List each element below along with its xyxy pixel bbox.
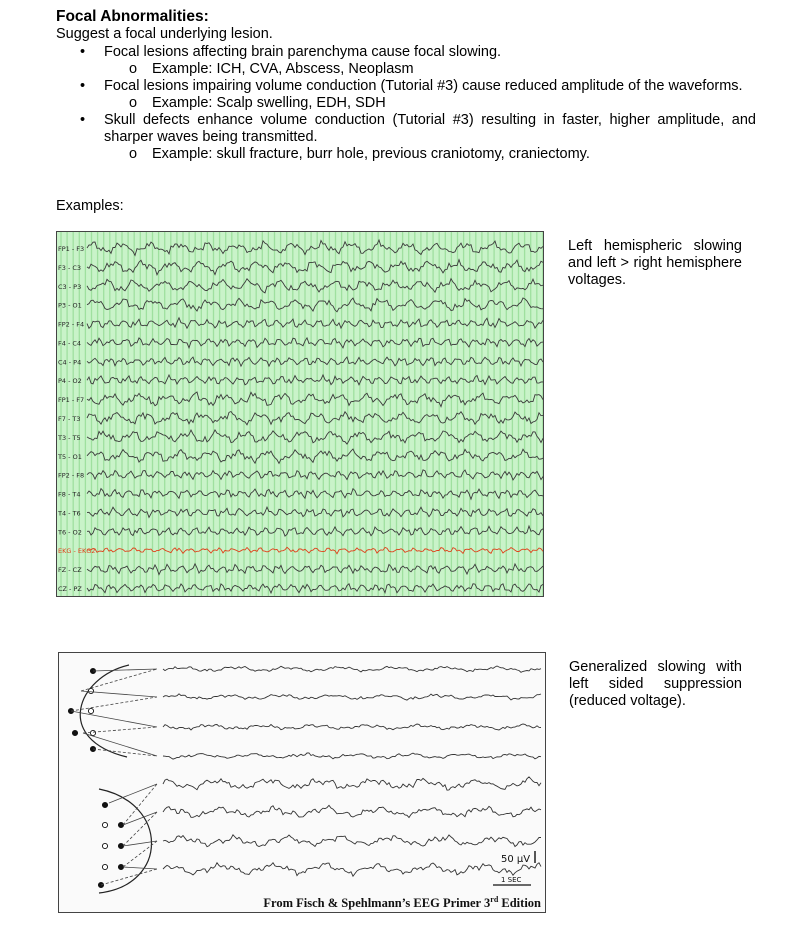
- eeg1-trace-12: [87, 449, 543, 463]
- bullet-icon: •: [80, 44, 86, 60]
- examples-label: Examples:: [56, 198, 124, 214]
- eeg1-trace-19: [87, 584, 543, 593]
- eeg1-channel-label: FZ - CZ: [58, 566, 82, 575]
- electrode-dot: [72, 730, 77, 735]
- eeg1-channel-label: FP1 - F7: [58, 396, 85, 405]
- derivation-line: [93, 669, 157, 671]
- electrode-dot: [102, 802, 107, 807]
- eeg1-trace-1: [87, 240, 543, 255]
- derivation-line: [83, 733, 157, 756]
- eeg-figure-generalized-slowing: [58, 652, 546, 913]
- sub-bullet-icon: o: [129, 95, 138, 111]
- eeg2-trace-8: [163, 863, 541, 877]
- bullet-item: [56, 112, 756, 146]
- eeg2-trace-3: [163, 724, 541, 730]
- eeg1-channel-label: P3 - O1: [58, 301, 82, 310]
- intro-text: Suggest a focal underlying lesion.: [56, 26, 273, 42]
- figure-credit: From Fisch & Spehlmann’s EEG Primer 3rd Edition: [263, 894, 541, 910]
- eeg2-trace-7: [163, 835, 541, 847]
- eeg1-trace-2: [87, 260, 543, 275]
- derivation-line: [81, 691, 157, 697]
- derivation-line-dashed: [83, 727, 157, 733]
- derivation-line: [109, 784, 157, 803]
- electrode-dot: [102, 843, 107, 848]
- bullet-icon: •: [80, 112, 86, 128]
- eeg1-channel-label: FP1 - F3: [58, 245, 85, 253]
- eeg1-channel-label: C3 - P3: [58, 282, 82, 291]
- eeg1-trace-17: [87, 547, 543, 553]
- eeg1-trace-11: [87, 430, 543, 444]
- eeg1-trace-16: [87, 526, 543, 536]
- eeg1-channel-label: T6 - O2: [58, 528, 82, 537]
- eeg1-channel-label: CZ - PZ: [58, 585, 82, 593]
- eeg1-channel-label: EKG - EKG2: [58, 547, 96, 556]
- eeg-tracing-2: [59, 653, 546, 913]
- electrode-diagram: [68, 668, 123, 887]
- eeg1-trace-15: [87, 507, 543, 517]
- electrode-dot: [102, 822, 107, 827]
- sub-bullet-icon: o: [129, 61, 138, 77]
- eeg1-channel-label: P4 - O2: [58, 377, 82, 386]
- eeg1-trace-4: [87, 298, 543, 312]
- derivation-line: [123, 812, 157, 825]
- eeg1-channel-label: C4 - P4: [58, 358, 82, 367]
- electrode-dot: [88, 708, 93, 713]
- electrode-dot: [102, 864, 107, 869]
- electrode-dot: [90, 730, 95, 735]
- eeg1-channel-label: F7 - T3: [58, 415, 81, 423]
- eeg2-trace-5: [163, 777, 541, 790]
- eeg1-channel-label: T5 - O1: [58, 452, 82, 461]
- eeg1-trace-8: [87, 375, 543, 385]
- sub-bullet-item: [56, 95, 756, 112]
- bullet-item: [56, 44, 756, 61]
- bullet-item: [56, 78, 756, 95]
- eeg1-trace-3: [87, 279, 543, 293]
- example-text: Example: skull fracture, burr hole, previous craniotomy, craniectomy.: [152, 146, 590, 162]
- eeg1-channel-label: FP2 - F4: [58, 320, 85, 329]
- derivation-line: [71, 711, 157, 727]
- eeg1-trace-9: [87, 392, 543, 407]
- bullet-text: Focal lesions affecting brain parenchyma cause focal slowing.: [104, 44, 502, 60]
- head-outline-upper: [80, 665, 129, 757]
- time-scale-label: 1 SEC: [501, 876, 522, 884]
- eeg1-channel-label: F8 - T4: [58, 490, 81, 499]
- eeg2-trace-2: [163, 694, 541, 700]
- bullet-list: [56, 44, 756, 163]
- eeg1-trace-6: [87, 338, 543, 348]
- eeg1-channel-label: T4 - T6: [58, 509, 81, 518]
- eeg1-channel-label: FP2 - F8: [58, 471, 85, 480]
- eeg1-trace-5: [87, 318, 543, 329]
- eeg1-trace-7: [87, 357, 543, 366]
- bullet-text: Skull defects enhance volume conduction (Tutorial #3) resulting in faster, higher amplitude, and sharper waves being transmitted.: [104, 112, 756, 145]
- electrode-dot: [88, 688, 93, 693]
- eeg1-channel-label: F3 - C3: [58, 263, 82, 272]
- eeg2-trace-6: [163, 805, 541, 817]
- electrode-dot: [118, 864, 123, 869]
- example-text: Example: ICH, CVA, Abscess, Neoplasm: [152, 61, 414, 77]
- eeg1-channel-label: F4 - C4: [58, 339, 82, 348]
- derivation-line: [123, 867, 157, 869]
- eeg1-trace-10: [87, 412, 543, 425]
- sub-bullet-item: [56, 146, 756, 163]
- electrode-dot: [118, 843, 123, 848]
- figure-2-caption: Generalized slowing with left sided suppression (reduced voltage).: [569, 659, 742, 709]
- eeg1-trace-13: [87, 470, 543, 480]
- section-heading: Focal Abnormalities:: [56, 8, 209, 25]
- sub-bullet-item: [56, 61, 756, 78]
- figure-1-caption: Left hemispheric slowing and left > right hemisphere voltages.: [568, 238, 742, 288]
- electrode-dot: [118, 822, 123, 827]
- derivation-line-dashed: [93, 749, 157, 756]
- bullet-text: Focal lesions impairing volume conduction (Tutorial #3) cause reduced amplitude of the waveforms.: [104, 78, 743, 94]
- voltage-scale-label: 50 μV: [501, 854, 531, 865]
- eeg1-trace-18: [87, 564, 543, 575]
- eeg1-channel-label: T3 - T5: [58, 433, 81, 442]
- eeg1-trace-14: [87, 489, 543, 500]
- example-text: Example: Scalp swelling, EDH, SDH: [152, 95, 386, 111]
- eeg-figure-left-slowing: [56, 231, 544, 597]
- eeg2-trace-1: [163, 666, 541, 672]
- sub-bullet-icon: o: [129, 146, 138, 162]
- bullet-icon: •: [80, 78, 86, 94]
- eeg-tracing-1: [57, 232, 544, 597]
- eeg2-trace-4: [163, 753, 541, 759]
